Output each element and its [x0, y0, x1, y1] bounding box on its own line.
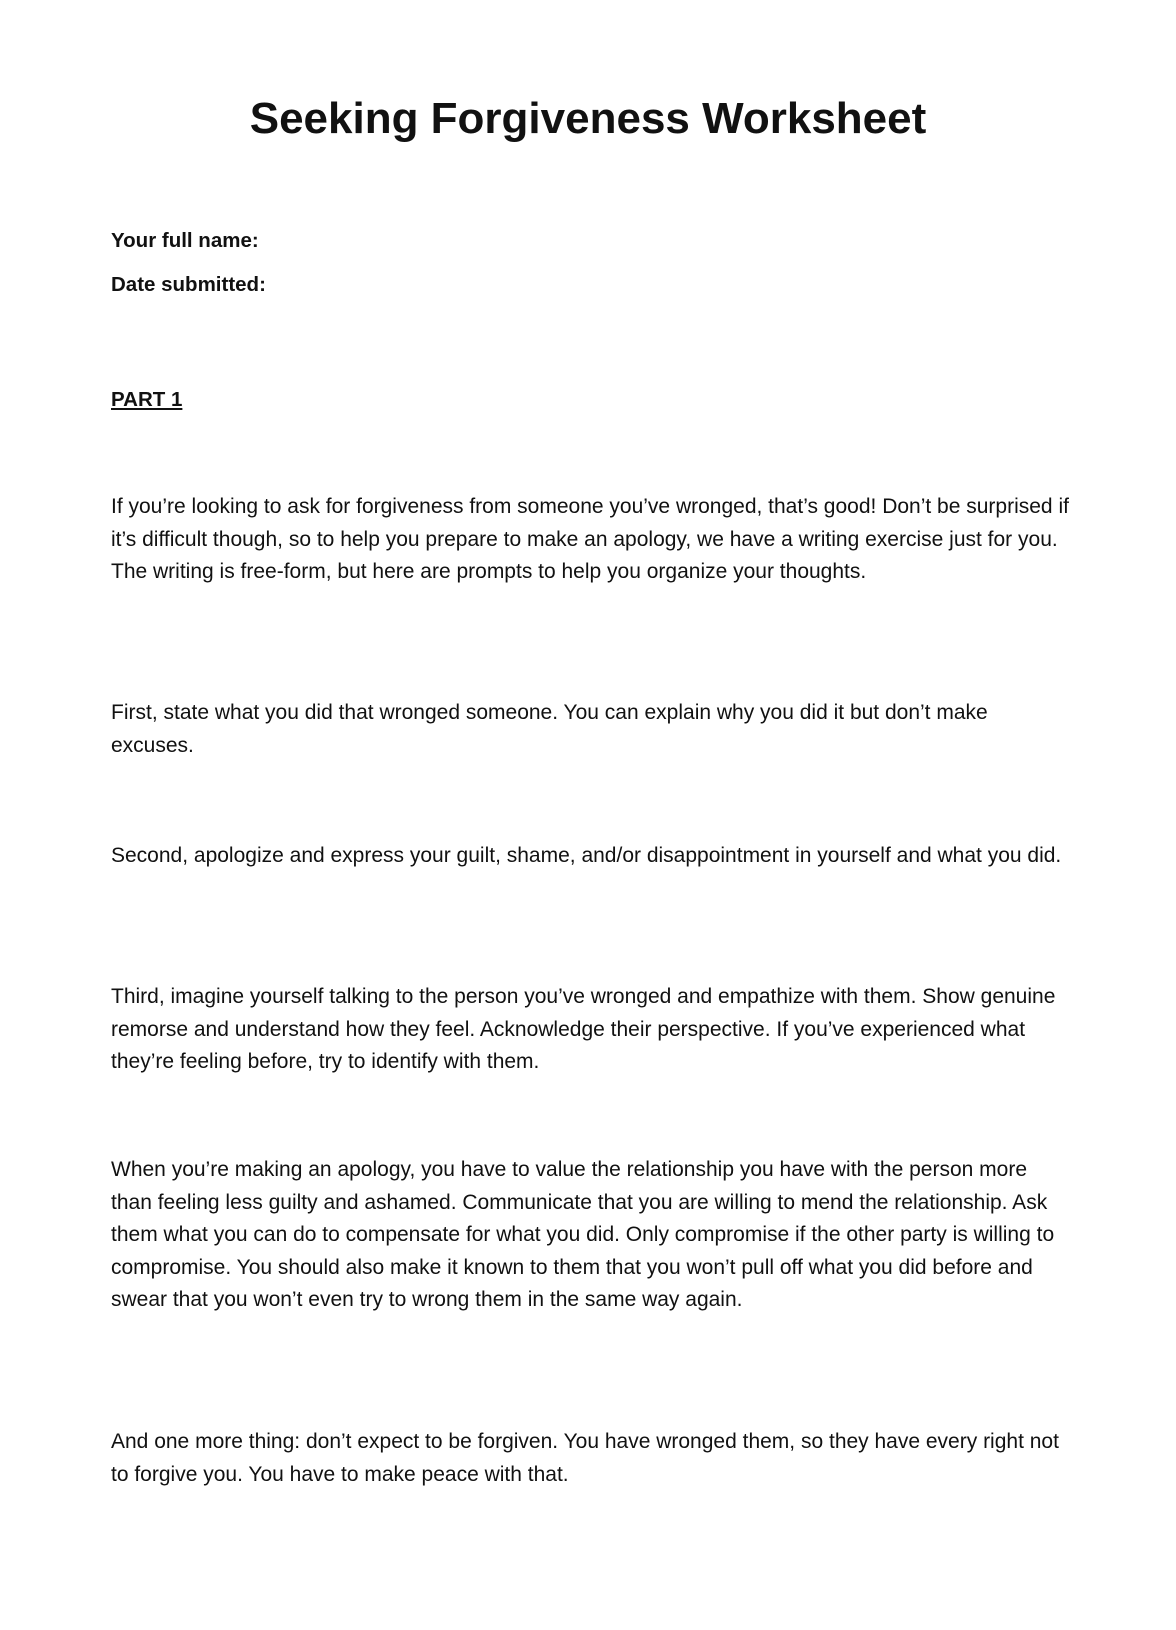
prompt-second: Second, apologize and express your guilt, shame, and/or disappointment in yourself and what you did.	[111, 844, 1062, 867]
part-heading: PART 1	[111, 388, 183, 411]
prompt-third: Third, imagine yourself talking to the person you’ve wronged and empathize with them. Show genuine remorse and understand how they feel. Acknowledge their perspective. If you’ve experienced what they’re feeling before, try to identify with them.	[111, 985, 1056, 1074]
date-submitted-label: Date submitted:	[111, 273, 266, 296]
intro-paragraph: If you’re looking to ask for forgiveness from someone you’ve wronged, that’s good! Don’t be surprised if it’s difficult though, so to help you prepare to make an apology, we have a writing exercise just for you. The writing is free-form, but here are prompts to help you organize your thoughts.	[111, 495, 1069, 584]
closing-note: And one more thing: don’t expect to be forgiven. You have wronged them, so they have every right not to forgive you. You have to make peace with that.	[111, 1430, 1059, 1486]
page-title: Seeking Forgiveness Worksheet	[249, 94, 927, 143]
full-name-label: Your full name:	[111, 229, 259, 252]
apology-guidance: When you’re making an apology, you have to value the relationship you have with the person more than feeling less guilty and ashamed. Communicate that you are willing to mend the relationship. Ask them what you can do to compensate for what you did. Only compromise if the other party is willing to compromise. You should also make it known to them that you won’t pull off what you did before and swear that you won’t even try to wrong them in the same way again.	[111, 1158, 1055, 1312]
prompt-first: First, state what you did that wronged someone. You can explain why you did it but don’t make excuses.	[111, 701, 988, 757]
